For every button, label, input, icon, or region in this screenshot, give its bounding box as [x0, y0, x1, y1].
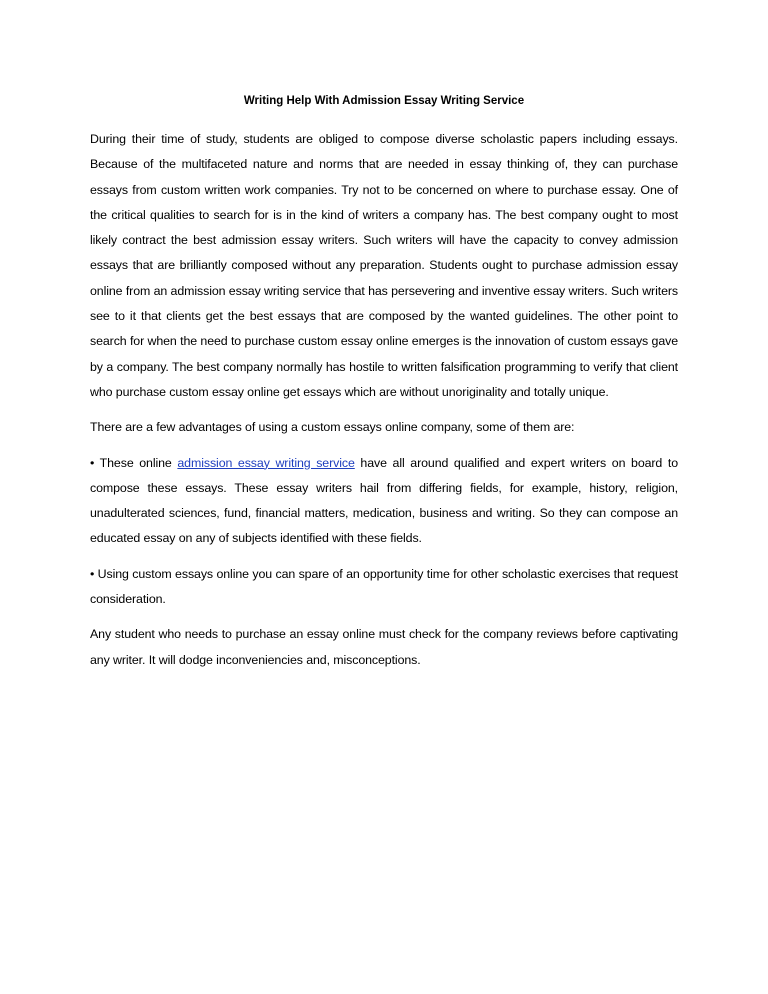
bullet-item-qualified-writers	[90, 451, 678, 552]
bullet-prefix: • These online	[90, 455, 178, 470]
admission-essay-writing-service-link[interactable]: admission essay writing service	[177, 455, 355, 470]
paragraph-advantages-intro: There are a few advantages of using a custom essays online company, some of them are:	[90, 420, 575, 435]
document-title: Writing Help With Admission Essay Writing Service	[243, 95, 525, 107]
bullet-suffix: have all around qualified and expert writers on board to compose these essays. These essay writers hail from differing fields, for example, history, religion, unadulterated sciences, fund, financial matters, medication, business and writing. So they can compose an educated essay on any of subjects identified with these fields.	[90, 455, 678, 546]
paragraph-conclusion: Any student who needs to purchase an essay online must check for the company reviews before captivating any writer. It will dodge inconveniencies and, misconceptions.	[90, 627, 678, 667]
paragraph-intro: During their time of study, students are obliged to compose diverse scholastic papers including essays. Because of the multifaceted nature and norms that are needed in essay thinking of, they can purchase essays from custom written work companies. Try not to be concerned on where to purchase essay. One of the critical qualities to search for is in the kind of writers a company has. The best company ought to most likely contract the best admission essay writers. Such writers will have the capacity to convey admission essays that are brilliantly composed without any preparation. Students ought to purchase admission essay online from an admission essay writing service that has persevering and inventive essay writers. Such writers see to it that clients get the best essays that are composed by the wanted guidelines. The other point to search for when the need to purchase custom essay online emerges is the innovation of custom essays gave by a company. The best company normally has hostile to written falsification programming to verify that client who purchase custom essay online get essays which are without unoriginality and totally unique.	[90, 132, 678, 399]
bullet-item-time-saving: • Using custom essays online you can spare of an opportunity time for other scholastic exercises that request consideration.	[90, 566, 678, 607]
